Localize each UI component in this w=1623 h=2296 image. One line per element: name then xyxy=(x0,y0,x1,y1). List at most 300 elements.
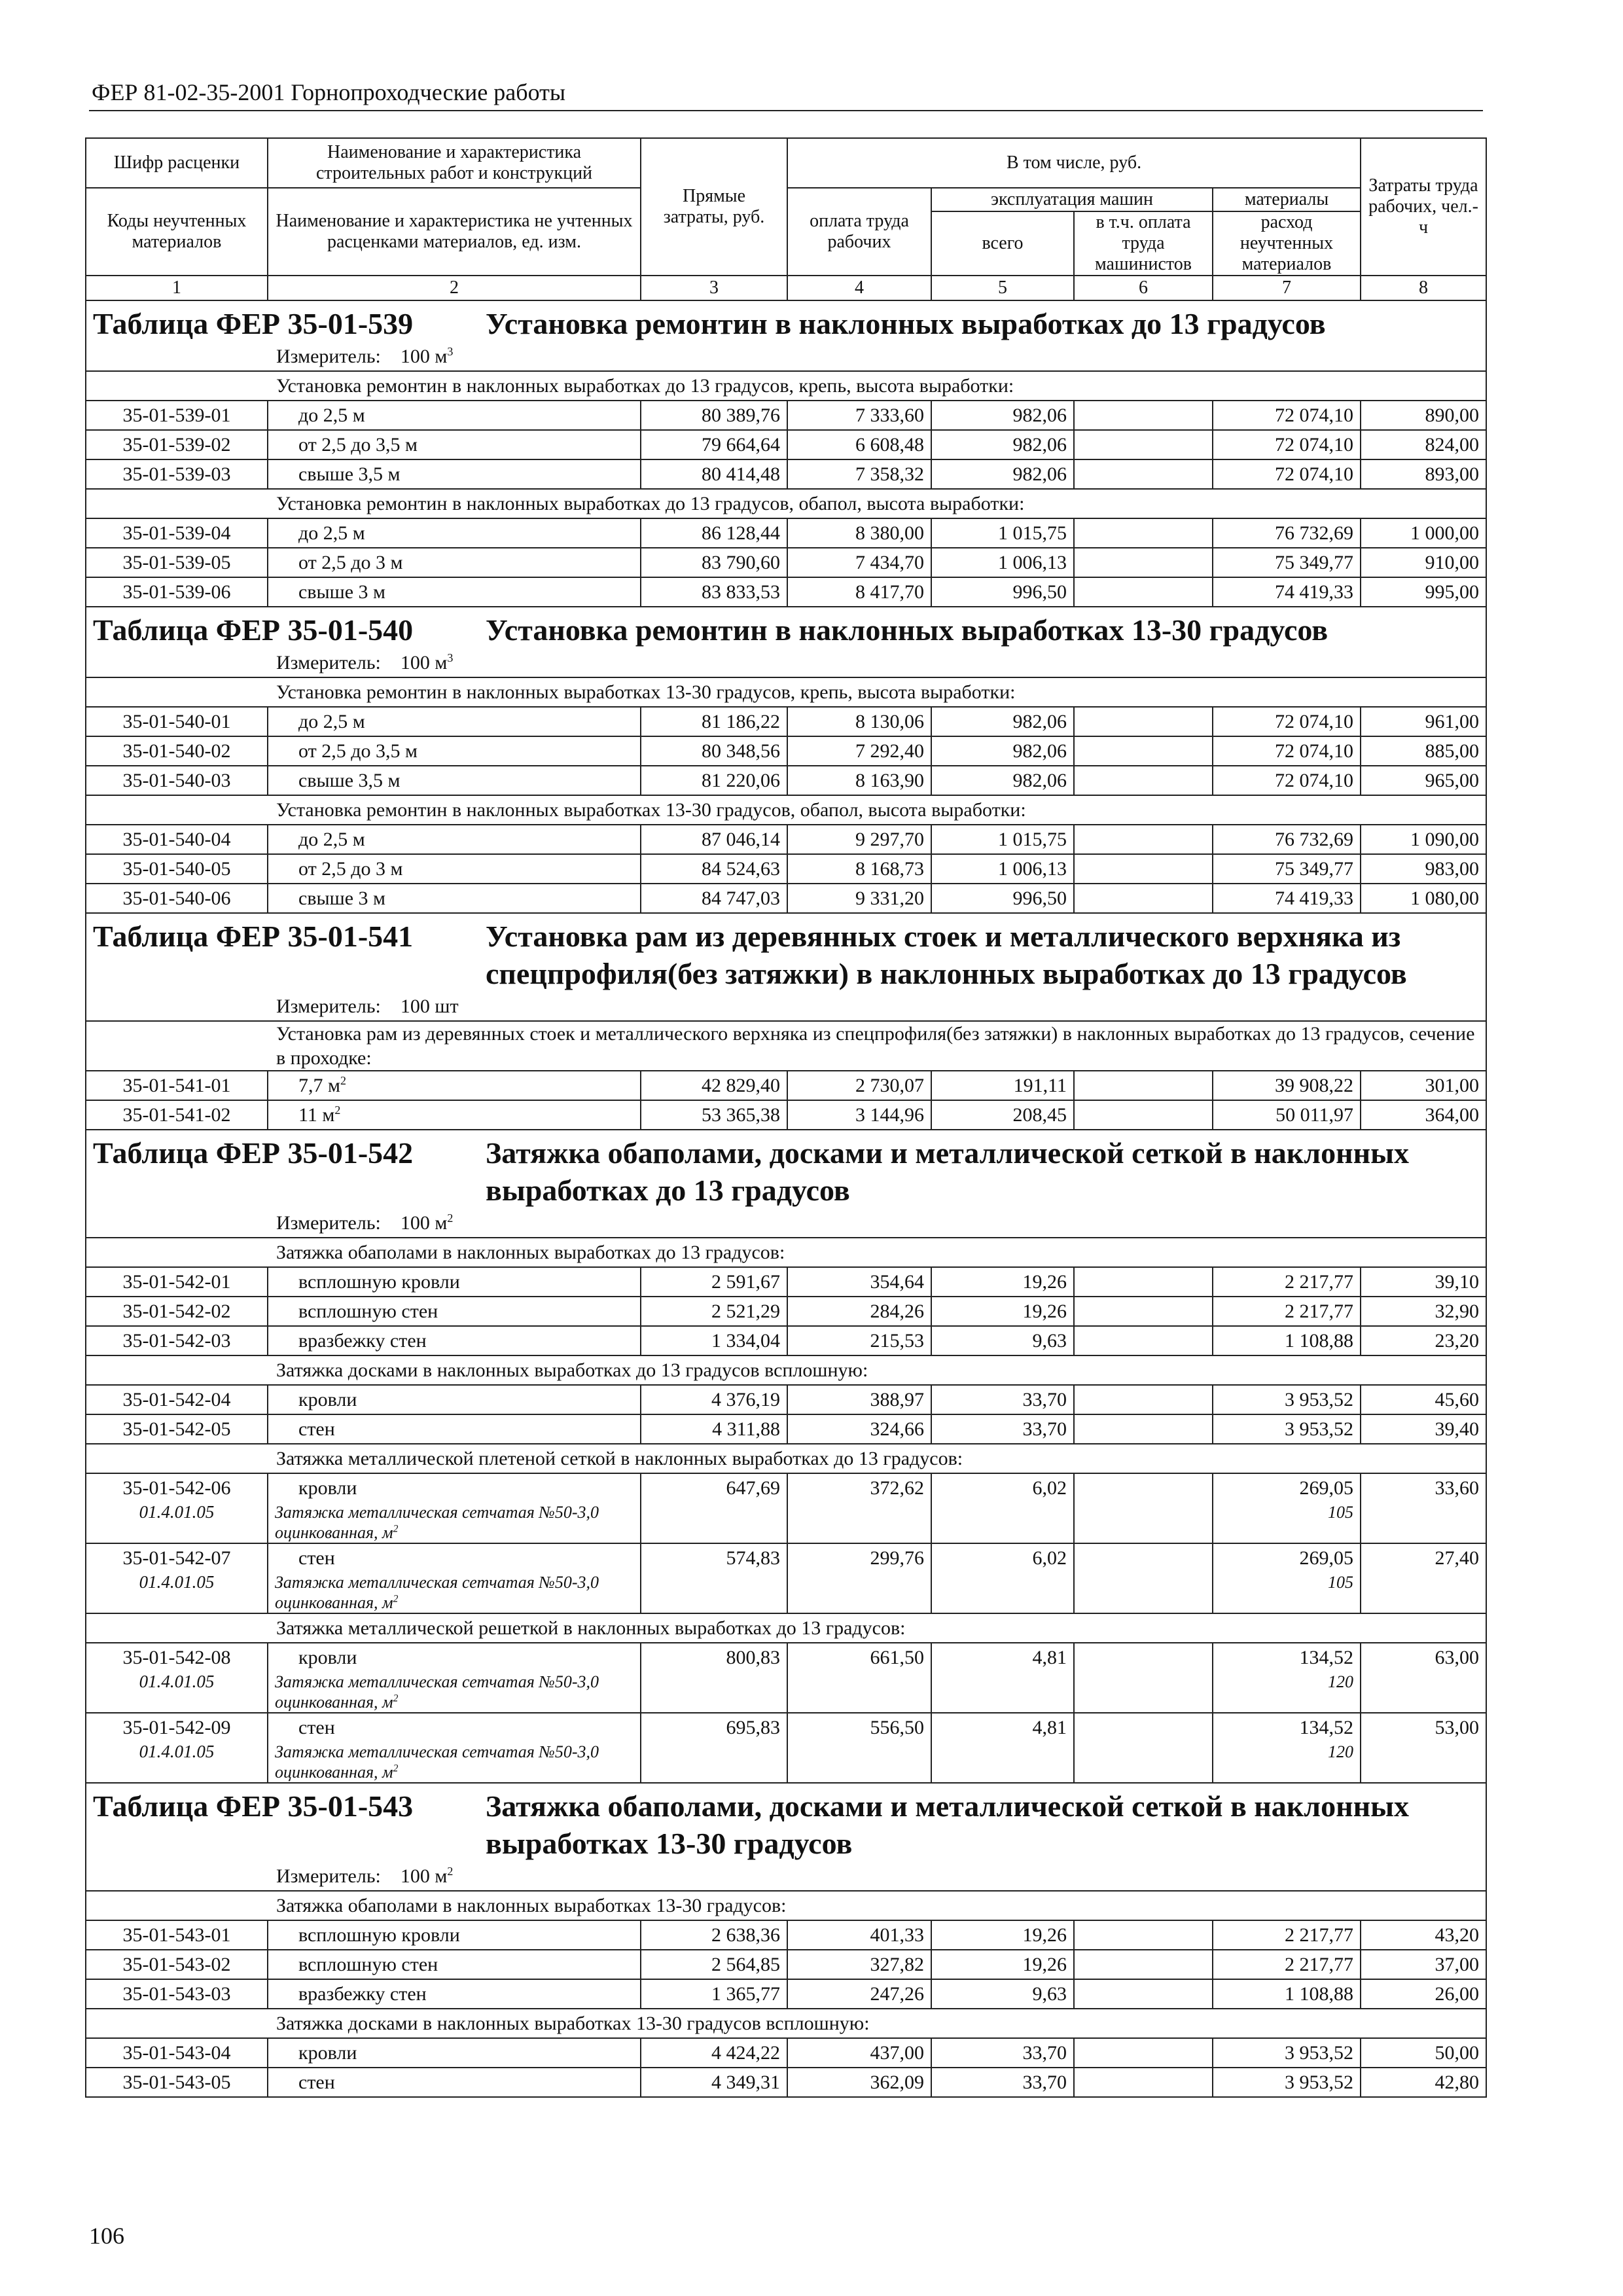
labor-hours: 1 080,00 xyxy=(1361,884,1486,913)
measurer-label: Измеритель: xyxy=(276,1865,381,1887)
materials-cost: 50 011,97 xyxy=(1213,1100,1361,1130)
machines-total: 33,70 xyxy=(931,1414,1074,1444)
work-name-cell xyxy=(268,1920,641,1950)
direct-costs: 80 414,48 xyxy=(641,459,787,489)
labor-pay: 215,53 xyxy=(787,1326,931,1355)
work-name: стен xyxy=(298,1717,335,1738)
table-title-row xyxy=(86,1783,1486,1862)
empty-cell xyxy=(1361,1742,1486,1783)
group-title-row xyxy=(86,1021,1486,1071)
table-title: Установка ремонтин в наклонных выработках 13-30 градусов xyxy=(486,613,1329,647)
labor-hours: 33,60 xyxy=(1361,1473,1486,1502)
empty-cell xyxy=(787,1672,931,1713)
header-labor-pay: оплата труда рабочих xyxy=(787,188,931,276)
group-title: Затяжка обаполами в наклонных выработках 13-30 градусов: xyxy=(86,1891,1486,1920)
work-name-cell xyxy=(268,1543,641,1572)
empty-cell xyxy=(787,1742,931,1783)
labor-hours: 890,00 xyxy=(1361,401,1486,430)
column-number: 1 xyxy=(86,276,268,300)
group-title-row xyxy=(86,371,1486,401)
machines-total: 6,02 xyxy=(931,1473,1074,1502)
labor-pay: 7 292,40 xyxy=(787,736,931,766)
table-title-row xyxy=(86,1130,1486,1209)
table-row xyxy=(86,1414,1486,1444)
materials-cost: 72 074,10 xyxy=(1213,766,1361,795)
labor-pay: 437,00 xyxy=(787,2038,931,2068)
work-name: до 2,5 м xyxy=(298,829,365,850)
work-name-cell xyxy=(268,1950,641,1979)
header-materials-use: расход неучтенных материалов xyxy=(1213,211,1361,276)
work-name: всплошную стен xyxy=(298,1300,438,1322)
rate-code: 35-01-539-06 xyxy=(86,577,268,607)
work-name: от 2,5 до 3 м xyxy=(298,552,403,573)
labor-pay: 327,82 xyxy=(787,1950,931,1979)
table-row xyxy=(86,401,1486,430)
group-title-row xyxy=(86,2009,1486,2038)
material-quantity: 105 xyxy=(1213,1502,1361,1543)
empty-cell xyxy=(1074,1672,1213,1713)
table-row xyxy=(86,854,1486,884)
materials-cost: 72 074,10 xyxy=(1213,401,1361,430)
empty-cell xyxy=(1074,1742,1213,1783)
column-number: 7 xyxy=(1213,276,1361,300)
table-row xyxy=(86,1713,1486,1742)
labor-pay: 2 730,07 xyxy=(787,1071,931,1100)
material-row xyxy=(86,1502,1486,1543)
group-title: Затяжка досками в наклонных выработках до 13 градусов всплошную: xyxy=(86,1355,1486,1385)
labor-hours: 893,00 xyxy=(1361,459,1486,489)
work-name: вразбежку стен xyxy=(298,1983,427,2005)
table-row xyxy=(86,1473,1486,1502)
materials-cost: 75 349,77 xyxy=(1213,854,1361,884)
rate-code: 35-01-542-06 xyxy=(86,1473,268,1502)
work-name-cell xyxy=(268,1267,641,1297)
column-number: 8 xyxy=(1361,276,1486,300)
table-row xyxy=(86,1543,1486,1572)
machines-total: 33,70 xyxy=(931,2038,1074,2068)
work-name-cell xyxy=(268,825,641,854)
direct-costs: 1 365,77 xyxy=(641,1979,787,2009)
material-row xyxy=(86,1672,1486,1713)
rate-code: 35-01-540-02 xyxy=(86,736,268,766)
empty-cell xyxy=(931,1502,1074,1543)
machines-total: 6,02 xyxy=(931,1543,1074,1572)
materials-cost: 269,05 xyxy=(1213,1543,1361,1572)
machines-total: 982,06 xyxy=(931,766,1074,795)
machinists-pay xyxy=(1074,2068,1213,2097)
machines-total: 19,26 xyxy=(931,1950,1074,1979)
work-name: свыше 3,5 м xyxy=(298,770,401,791)
rate-code: 35-01-543-05 xyxy=(86,2068,268,2097)
direct-costs: 86 128,44 xyxy=(641,518,787,548)
rate-code: 35-01-542-05 xyxy=(86,1414,268,1444)
machinists-pay xyxy=(1074,1713,1213,1742)
work-name: свыше 3 м xyxy=(298,888,386,909)
direct-costs: 2 591,67 xyxy=(641,1267,787,1297)
table-row xyxy=(86,1297,1486,1326)
rate-code: 35-01-542-07 xyxy=(86,1543,268,1572)
work-name: от 2,5 до 3 м xyxy=(298,858,403,880)
empty-cell xyxy=(787,1572,931,1613)
work-name-cell xyxy=(268,518,641,548)
materials-cost: 72 074,10 xyxy=(1213,430,1361,459)
group-title-row xyxy=(86,677,1486,707)
materials-cost: 39 908,22 xyxy=(1213,1071,1361,1100)
machinists-pay xyxy=(1074,577,1213,607)
machines-total: 4,81 xyxy=(931,1643,1074,1672)
work-name-cell xyxy=(268,854,641,884)
table-number: Таблица ФЕР 35-01-543 xyxy=(93,1789,414,1823)
labor-pay: 362,09 xyxy=(787,2068,931,2097)
materials-cost: 3 953,52 xyxy=(1213,1385,1361,1414)
machines-total: 982,06 xyxy=(931,401,1074,430)
table-row xyxy=(86,518,1486,548)
group-title-row xyxy=(86,795,1486,825)
column-number: 6 xyxy=(1074,276,1213,300)
work-name: кровли xyxy=(298,1389,357,1410)
table-row xyxy=(86,459,1486,489)
group-title-row xyxy=(86,1613,1486,1643)
materials-cost: 76 732,69 xyxy=(1213,825,1361,854)
labor-pay: 7 434,70 xyxy=(787,548,931,577)
column-number: 2 xyxy=(268,276,641,300)
machinists-pay xyxy=(1074,1071,1213,1100)
material-unit-exponent: 2 xyxy=(393,1693,399,1704)
rate-code: 35-01-539-02 xyxy=(86,430,268,459)
materials-cost: 75 349,77 xyxy=(1213,548,1361,577)
measurer-label: Измеритель: xyxy=(276,1212,381,1234)
work-name: стен xyxy=(298,1547,335,1569)
labor-hours: 961,00 xyxy=(1361,707,1486,736)
empty-cell xyxy=(931,1572,1074,1613)
machinists-pay xyxy=(1074,1920,1213,1950)
table-row xyxy=(86,577,1486,607)
materials-cost: 74 419,33 xyxy=(1213,884,1361,913)
table-body xyxy=(86,300,1486,2097)
materials-cost: 2 217,77 xyxy=(1213,1920,1361,1950)
direct-costs: 87 046,14 xyxy=(641,825,787,854)
labor-pay: 9 331,20 xyxy=(787,884,931,913)
machines-total: 982,06 xyxy=(931,707,1074,736)
work-name: всплошную стен xyxy=(298,1954,438,1975)
work-name: стен xyxy=(298,2072,335,2093)
measurer-unit-exponent: 2 xyxy=(447,1865,454,1878)
material-name: Затяжка металлическая сетчатая №50-3,0 оцинкованная, м xyxy=(275,1573,599,1612)
work-name-cell xyxy=(268,430,641,459)
labor-pay: 299,76 xyxy=(787,1543,931,1572)
rate-code: 35-01-542-01 xyxy=(86,1267,268,1297)
machines-total: 9,63 xyxy=(931,1979,1074,2009)
direct-costs: 800,83 xyxy=(641,1643,787,1672)
direct-costs: 2 564,85 xyxy=(641,1950,787,1979)
machinists-pay xyxy=(1074,1414,1213,1444)
labor-hours: 983,00 xyxy=(1361,854,1486,884)
material-row xyxy=(86,1572,1486,1613)
work-name: всплошную кровли xyxy=(298,1924,460,1946)
machines-total: 982,06 xyxy=(931,459,1074,489)
header-machines: эксплуатация машин xyxy=(931,188,1213,211)
empty-cell xyxy=(1074,1502,1213,1543)
labor-hours: 301,00 xyxy=(1361,1071,1486,1100)
labor-pay: 9 297,70 xyxy=(787,825,931,854)
work-name-exponent: 2 xyxy=(334,1103,341,1117)
group-title-row xyxy=(86,1444,1486,1473)
work-name-cell xyxy=(268,1713,641,1742)
direct-costs: 574,83 xyxy=(641,1543,787,1572)
labor-pay: 8 380,00 xyxy=(787,518,931,548)
machinists-pay xyxy=(1074,736,1213,766)
labor-pay: 8 163,90 xyxy=(787,766,931,795)
material-row xyxy=(86,1742,1486,1783)
table-row xyxy=(86,2068,1486,2097)
machines-total: 996,50 xyxy=(931,884,1074,913)
header-materials: материалы xyxy=(1213,188,1361,211)
machinists-pay xyxy=(1074,884,1213,913)
rate-code: 35-01-539-04 xyxy=(86,518,268,548)
labor-hours: 885,00 xyxy=(1361,736,1486,766)
machines-total: 1 006,13 xyxy=(931,548,1074,577)
group-title-row xyxy=(86,1891,1486,1920)
materials-cost: 1 108,88 xyxy=(1213,1326,1361,1355)
machinists-pay xyxy=(1074,1543,1213,1572)
table-row xyxy=(86,430,1486,459)
table-row xyxy=(86,707,1486,736)
direct-costs: 84 747,03 xyxy=(641,884,787,913)
work-name: до 2,5 м xyxy=(298,404,365,426)
materials-cost: 3 953,52 xyxy=(1213,1414,1361,1444)
work-name-cell xyxy=(268,1297,641,1326)
rate-code: 35-01-539-03 xyxy=(86,459,268,489)
materials-cost: 134,52 xyxy=(1213,1713,1361,1742)
direct-costs: 647,69 xyxy=(641,1473,787,1502)
materials-cost: 76 732,69 xyxy=(1213,518,1361,548)
material-unit-exponent: 2 xyxy=(393,1763,399,1774)
labor-hours: 32,90 xyxy=(1361,1297,1486,1326)
rate-code: 35-01-539-05 xyxy=(86,548,268,577)
direct-costs: 80 348,56 xyxy=(641,736,787,766)
labor-pay: 372,62 xyxy=(787,1473,931,1502)
table-title-row xyxy=(86,300,1486,342)
measurer-row xyxy=(86,1862,1486,1891)
group-title: Затяжка досками в наклонных выработках 13-30 градусов всплошную: xyxy=(86,2009,1486,2038)
machines-total: 982,06 xyxy=(931,430,1074,459)
group-title: Установка рам из деревянных стоек и металлического верхняка из спецпрофиля(без затяжки) в наклонных выработках до 13 градусов, сечение в проходке: xyxy=(86,1021,1486,1071)
empty-cell xyxy=(1361,1502,1486,1543)
table-row xyxy=(86,736,1486,766)
header-code: Шифр расценки xyxy=(86,138,268,188)
material-name: Затяжка металлическая сетчатая №50-3,0 оцинкованная, м xyxy=(275,1503,599,1542)
measurer-unit: 100 м xyxy=(400,346,448,367)
document-title: ФЕР 81-02-35-2001 Горнопроходческие работы xyxy=(92,79,566,105)
labor-hours: 23,20 xyxy=(1361,1326,1486,1355)
empty-cell xyxy=(641,1672,787,1713)
work-name-cell xyxy=(268,401,641,430)
empty-cell xyxy=(641,1742,787,1783)
group-title: Затяжка металлической решеткой в наклонных выработках до 13 градусов: xyxy=(86,1613,1486,1643)
measurer-row xyxy=(86,1209,1486,1238)
machinists-pay xyxy=(1074,548,1213,577)
work-name-cell xyxy=(268,1979,641,2009)
labor-hours: 995,00 xyxy=(1361,577,1486,607)
page-number: 106 xyxy=(89,2223,124,2249)
table-row xyxy=(86,884,1486,913)
material-name-cell xyxy=(268,1672,641,1713)
material-code: 01.4.01.05 xyxy=(86,1742,268,1783)
work-name: до 2,5 м xyxy=(298,711,365,732)
work-name-cell xyxy=(268,1473,641,1502)
table-title-row xyxy=(86,607,1486,649)
work-name-cell xyxy=(268,1643,641,1672)
table-title: Затяжка обаполами, досками и металлической сеткой в наклонных выработках до 13 градусов xyxy=(486,1136,1410,1207)
work-name-cell xyxy=(268,577,641,607)
machinists-pay xyxy=(1074,518,1213,548)
work-name-cell xyxy=(268,1100,641,1130)
group-title: Установка ремонтин в наклонных выработках до 13 градусов, обапол, высота выработки: xyxy=(86,489,1486,518)
group-title: Установка ремонтин в наклонных выработках до 13 градусов, крепь, высота выработки: xyxy=(86,371,1486,401)
header-machines-total: всего xyxy=(931,211,1074,276)
group-title-row xyxy=(86,1355,1486,1385)
material-quantity: 120 xyxy=(1213,1672,1361,1713)
machinists-pay xyxy=(1074,766,1213,795)
work-name-cell xyxy=(268,1414,641,1444)
header-unaccounted-names: Наименование и характеристика не учтенных расценками материалов, ед. изм. xyxy=(268,188,641,276)
table-row xyxy=(86,1385,1486,1414)
measurer-row xyxy=(86,649,1486,677)
rate-code: 35-01-543-03 xyxy=(86,1979,268,2009)
material-unit-exponent: 2 xyxy=(393,1523,399,1535)
machinists-pay xyxy=(1074,430,1213,459)
work-name: 11 м xyxy=(298,1104,335,1126)
rate-code: 35-01-540-03 xyxy=(86,766,268,795)
rate-code: 35-01-542-08 xyxy=(86,1643,268,1672)
header-including: В том числе, руб. xyxy=(787,138,1361,188)
direct-costs: 4 376,19 xyxy=(641,1385,787,1414)
materials-cost: 72 074,10 xyxy=(1213,459,1361,489)
rate-code: 35-01-543-02 xyxy=(86,1950,268,1979)
labor-pay: 8 417,70 xyxy=(787,577,931,607)
direct-costs: 2 521,29 xyxy=(641,1297,787,1326)
materials-cost: 2 217,77 xyxy=(1213,1267,1361,1297)
labor-hours: 37,00 xyxy=(1361,1950,1486,1979)
work-name: от 2,5 до 3,5 м xyxy=(298,740,418,762)
work-name: 7,7 м xyxy=(298,1075,340,1096)
work-name: кровли xyxy=(298,1477,357,1499)
empty-cell xyxy=(1074,1572,1213,1613)
material-name-cell xyxy=(268,1742,641,1783)
group-title: Затяжка металлической плетеной сеткой в наклонных выработках до 13 градусов: xyxy=(86,1444,1486,1473)
labor-pay: 8 130,06 xyxy=(787,707,931,736)
table-title: Установка ремонтин в наклонных выработках до 13 градусов xyxy=(486,307,1326,340)
labor-pay: 388,97 xyxy=(787,1385,931,1414)
material-code: 01.4.01.05 xyxy=(86,1502,268,1543)
materials-cost: 72 074,10 xyxy=(1213,707,1361,736)
rate-code: 35-01-542-04 xyxy=(86,1385,268,1414)
materials-cost: 1 108,88 xyxy=(1213,1979,1361,2009)
work-name-cell xyxy=(268,1071,641,1100)
header-machinists-pay: в т.ч. оплата труда машинистов xyxy=(1074,211,1213,276)
machinists-pay xyxy=(1074,459,1213,489)
work-name: вразбежку стен xyxy=(298,1330,427,1352)
table-row xyxy=(86,1979,1486,2009)
column-number: 4 xyxy=(787,276,931,300)
labor-hours: 50,00 xyxy=(1361,2038,1486,2068)
table-row xyxy=(86,1100,1486,1130)
direct-costs: 83 790,60 xyxy=(641,548,787,577)
machines-total: 982,06 xyxy=(931,736,1074,766)
empty-cell xyxy=(641,1502,787,1543)
table-row xyxy=(86,1920,1486,1950)
column-number: 5 xyxy=(931,276,1074,300)
labor-hours: 910,00 xyxy=(1361,548,1486,577)
direct-costs: 80 389,76 xyxy=(641,401,787,430)
labor-pay: 247,26 xyxy=(787,1979,931,2009)
direct-costs: 81 220,06 xyxy=(641,766,787,795)
table-row xyxy=(86,1643,1486,1672)
empty-cell xyxy=(641,1572,787,1613)
measurer-unit: 100 м xyxy=(400,652,448,673)
direct-costs: 4 349,31 xyxy=(641,2068,787,2097)
table-title: Установка рам из деревянных стоек и металлического верхняка из спецпрофиля(без затяжки) в наклонных выработках до 13 градусов xyxy=(486,920,1407,990)
labor-pay: 7 358,32 xyxy=(787,459,931,489)
work-name: кровли xyxy=(298,1647,357,1668)
table-row xyxy=(86,1071,1486,1100)
labor-hours: 364,00 xyxy=(1361,1100,1486,1130)
empty-cell xyxy=(931,1742,1074,1783)
measurer-label: Измеритель: xyxy=(276,652,381,673)
table-title: Затяжка обаполами, досками и металлической сеткой в наклонных выработках 13-30 градусов xyxy=(486,1789,1410,1860)
table-number: Таблица ФЕР 35-01-539 xyxy=(93,307,414,340)
labor-hours: 1 000,00 xyxy=(1361,518,1486,548)
labor-pay: 401,33 xyxy=(787,1920,931,1950)
machines-total: 4,81 xyxy=(931,1713,1074,1742)
materials-cost: 3 953,52 xyxy=(1213,2068,1361,2097)
machinists-pay xyxy=(1074,1297,1213,1326)
material-name: Затяжка металлическая сетчатая №50-3,0 оцинкованная, м xyxy=(275,1742,599,1782)
direct-costs: 84 524,63 xyxy=(641,854,787,884)
labor-hours: 39,10 xyxy=(1361,1267,1486,1297)
labor-hours: 43,20 xyxy=(1361,1920,1486,1950)
measurer-unit-exponent: 3 xyxy=(447,345,454,358)
work-name-cell xyxy=(268,766,641,795)
measurer-unit-exponent: 2 xyxy=(447,1211,454,1225)
machinists-pay xyxy=(1074,1100,1213,1130)
header-direct-costs: Прямые затраты, руб. xyxy=(641,138,787,276)
work-name-cell xyxy=(268,707,641,736)
machinists-pay xyxy=(1074,707,1213,736)
machinists-pay xyxy=(1074,1950,1213,1979)
rate-code: 35-01-540-04 xyxy=(86,825,268,854)
machinists-pay xyxy=(1074,401,1213,430)
work-name: свыше 3 м xyxy=(298,581,386,603)
work-name: до 2,5 м xyxy=(298,522,365,544)
header-name: Наименование и характеристика строительных работ и конструкций xyxy=(268,138,641,188)
table-row xyxy=(86,766,1486,795)
labor-hours: 26,00 xyxy=(1361,1979,1486,2009)
direct-costs: 42 829,40 xyxy=(641,1071,787,1100)
machines-total: 19,26 xyxy=(931,1297,1074,1326)
material-quantity: 120 xyxy=(1213,1742,1361,1783)
group-title: Установка ремонтин в наклонных выработках 13-30 градусов, крепь, высота выработки: xyxy=(86,677,1486,707)
direct-costs: 695,83 xyxy=(641,1713,787,1742)
machines-total: 191,11 xyxy=(931,1071,1074,1100)
page-header xyxy=(89,72,1483,111)
labor-pay: 6 608,48 xyxy=(787,430,931,459)
work-name-cell xyxy=(268,459,641,489)
direct-costs: 81 186,22 xyxy=(641,707,787,736)
labor-hours: 53,00 xyxy=(1361,1713,1486,1742)
material-code: 01.4.01.05 xyxy=(86,1572,268,1613)
rate-code: 35-01-540-01 xyxy=(86,707,268,736)
